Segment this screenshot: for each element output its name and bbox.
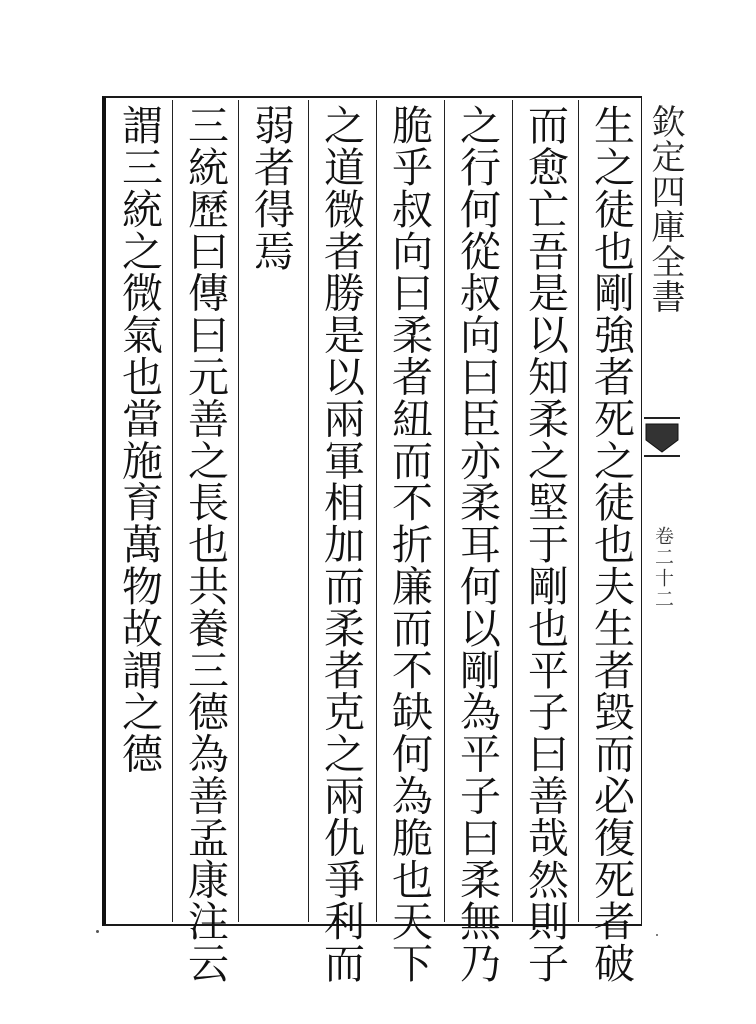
column-text: 謂三統之微氣也當施育萬物故謂之德 bbox=[115, 104, 163, 775]
column-text: 生之徒也剛強者死之徒也夫生者毀而必復死者破 bbox=[587, 104, 635, 984]
fish-tail-icon bbox=[642, 414, 682, 460]
text-column bbox=[580, 104, 642, 984]
column-text: 三統歷曰傳曰元善之長也共養三德為善孟康注云 bbox=[181, 104, 229, 984]
column-rule bbox=[238, 100, 239, 922]
column-rule bbox=[444, 100, 445, 922]
text-column bbox=[240, 104, 302, 272]
column-rule bbox=[578, 100, 579, 922]
column-rule bbox=[376, 100, 377, 922]
margin-header bbox=[642, 96, 685, 696]
column-rule bbox=[512, 100, 513, 922]
column-rule bbox=[308, 100, 309, 922]
column-text: 之行何從叔向曰臣亦柔耳何以剛為平子曰柔無乃 bbox=[453, 104, 501, 984]
text-column bbox=[174, 104, 236, 984]
text-column bbox=[446, 104, 508, 984]
scan-speck bbox=[656, 934, 658, 936]
text-column bbox=[514, 104, 576, 984]
text-column bbox=[108, 104, 170, 774]
text-column bbox=[378, 104, 440, 984]
column-text: 脆乎叔向曰柔者紐而不折廉而不缺何為脆也天下 bbox=[385, 104, 433, 984]
column-text: 之道微者勝是以兩軍相加而柔者克之兩仇爭利而 bbox=[317, 104, 365, 984]
text-column bbox=[310, 104, 372, 984]
column-rule bbox=[172, 100, 173, 922]
column-text: 而愈亡吾是以知柔之堅于剛也平子曰善哉然則子 bbox=[521, 104, 569, 984]
column-text: 弱者得焉 bbox=[247, 104, 295, 272]
scan-speck bbox=[96, 930, 99, 933]
volume-label: 卷二十二 bbox=[652, 526, 674, 610]
margin-title: 欽定四庫全書 bbox=[645, 104, 685, 314]
